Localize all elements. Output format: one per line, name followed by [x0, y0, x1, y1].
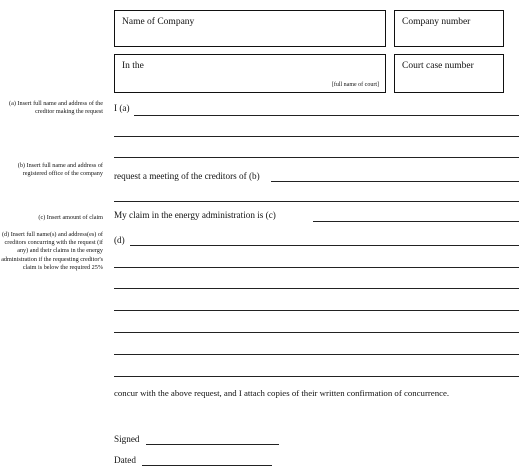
court-case-number-label: Court case number [402, 61, 474, 71]
answer-line-d4[interactable] [114, 310, 519, 311]
note-d: (d) Insert full name(s) and address(es) of creditors concurring with the request (if any) and their claims in the energy administration if the requesting creditor's claim is below the required 25% [1, 231, 103, 271]
line-d-label: (d) [114, 235, 125, 245]
answer-line-d6[interactable] [114, 354, 519, 355]
dated-line[interactable] [142, 465, 272, 466]
line-c-label: My claim in the energy administration is (c) [114, 210, 276, 220]
note-a: (a) Insert full name and address of the creditor making the request [9, 100, 103, 116]
company-name-label: Name of Company [122, 17, 195, 27]
dated-label: Dated [114, 455, 136, 465]
court-hint: [full name of court] [331, 82, 379, 88]
line-a-label: I (a) [114, 103, 130, 113]
line-b-label: request a meeting of the creditors of (b) [114, 171, 260, 181]
answer-line-b2[interactable] [114, 201, 519, 202]
company-number-box[interactable] [394, 10, 504, 47]
company-name-box[interactable] [114, 10, 386, 47]
company-number-label: Company number [402, 17, 471, 27]
answer-line-b1[interactable] [271, 181, 519, 182]
signed-line[interactable] [146, 444, 279, 445]
court-case-number-box[interactable] [394, 54, 504, 93]
answer-line-d2[interactable] [114, 267, 519, 268]
answer-line-a2[interactable] [114, 136, 519, 137]
signed-label: Signed [114, 434, 140, 444]
note-c: (c) Insert amount of claim [38, 214, 103, 221]
answer-line-c[interactable] [313, 221, 519, 222]
court-label: In the [122, 61, 144, 71]
answer-line-d3[interactable] [114, 288, 519, 289]
answer-line-d7[interactable] [114, 376, 519, 377]
note-b: (b) Insert full name and address of registered office of the company [17, 162, 103, 178]
answer-line-d5[interactable] [114, 332, 519, 333]
concur-statement: concur with the above request, and I attach copies of their written confirmation of concurrence. [114, 388, 450, 398]
court-box[interactable] [114, 54, 386, 93]
answer-line-a1[interactable] [134, 115, 519, 116]
answer-line-d1[interactable] [130, 245, 519, 246]
answer-line-a3[interactable] [114, 157, 519, 158]
